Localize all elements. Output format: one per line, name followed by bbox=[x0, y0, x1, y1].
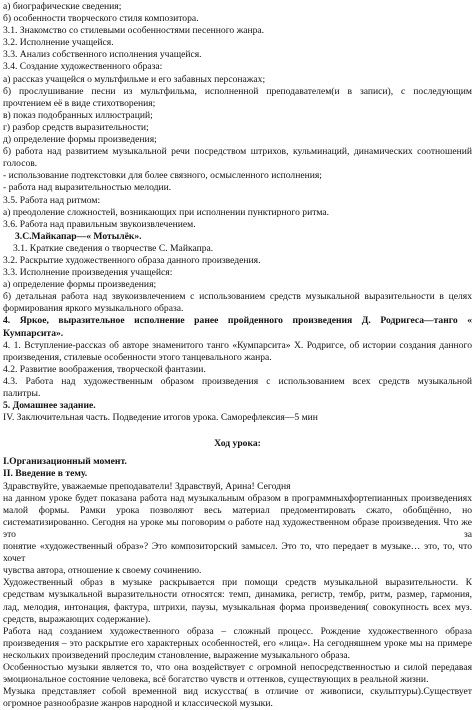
text-line: Музыка представляет собой временной вид искусства( в отличие от живописи, скульптуры).Существует bbox=[3, 686, 472, 698]
text-line: 3.5. Работа над ритмом: bbox=[3, 194, 101, 206]
section-heading: 5. Домашнее задание. bbox=[3, 400, 96, 412]
text-line: голосов. bbox=[3, 158, 38, 170]
text-line: 3.1. Краткие сведения о творчестве С. Майкапра. bbox=[13, 242, 214, 254]
text-line: 4. 1. Вступление-рассказ об авторе знаменитого танго «Кумпарсита» Х. Родригсе, об истории создания данного bbox=[3, 339, 472, 351]
text-line: д) определение формы произведения; bbox=[3, 134, 157, 146]
text-line: а) биографические сведения; bbox=[3, 1, 122, 12]
text-line: формирования яркого музыкального образа. bbox=[3, 303, 184, 315]
text-line: 3.3. Исполнение произведения учащейся: bbox=[3, 267, 173, 279]
text-line: б) особенности творческого стиля композитора. bbox=[3, 13, 199, 25]
text-line: - использование подтекстовки для более связного, осмысленного исполнения; bbox=[3, 170, 322, 182]
text-line: малой формы. Рамки урока позволяют весь материал предоментировать сжато, обобщённо, но bbox=[3, 504, 472, 516]
text-line: 3.2. Раскрытие художественного образа данного произведения. bbox=[3, 254, 261, 266]
text-line: огромное разнообразие жанров народной и классической музыки. bbox=[3, 698, 273, 710]
text-line: средствам музыкальной выразительности относятся: темп, динамика, регистр, тембр, ритм, размер, гармония, bbox=[3, 589, 472, 601]
text-line: средств, выражающих содержание). bbox=[3, 613, 151, 625]
text-line: б) детальная работа над звукоизвлечением с использованием средств музыкальной выразительности в целях bbox=[3, 291, 472, 303]
section-heading: 3.С.Майкапар—« Мотылёк». bbox=[15, 230, 142, 242]
text-line: 3.6. Работа над правильным звукоизвлечением. bbox=[3, 218, 196, 230]
text-line: эмоциональное состояние человека, всё богатство чувств и оттенков, существующих в реальной жизни. bbox=[3, 674, 429, 686]
text-line: чувства автора, отношение к своему сочинению. bbox=[3, 565, 202, 577]
text-line: 4.3. Работа над художественным образом произведения с использованием всех средств музыкальной bbox=[3, 375, 472, 387]
section-heading: II. Введение в тему. bbox=[3, 468, 88, 480]
text-line: 3.4. Создание художественного образа: bbox=[3, 61, 163, 73]
text-line: а) определение формы произведения; bbox=[3, 279, 157, 291]
text-line: 4.2. Развитие воображения, творческой фантазии. bbox=[3, 363, 206, 375]
text-line: г) разбор средств выразительности; bbox=[3, 121, 149, 133]
text-line: нескольких произведений проследим становление, выражение музыкального образа. bbox=[3, 649, 351, 661]
section-heading: Кумпарсита». bbox=[3, 327, 64, 339]
text-line: б) прослушивание песни из мультфильма, исполненной преподавателем(и в записи), с последующим bbox=[3, 85, 472, 97]
text-line: лад, мелодия, интонация, фактура, штрихи, паузы, музыкальная форма произведения( совокупность всех муз. bbox=[3, 601, 472, 613]
text-line: 3.1. Знакомство со стилевыми особенностями песенного жанра. bbox=[3, 25, 265, 37]
text-line: в) показ подобранных иллюстраций; bbox=[3, 109, 153, 121]
text-line: на данном уроке будет показана работа над музыкальным образом в программныхфортепианных произведениях bbox=[3, 492, 472, 504]
text-line: Особенностью музыки является то, что она воздействует с огромной непосредственностью и силой передавая bbox=[3, 661, 472, 673]
text-line: а) преодоление сложностей, возникающих при исполнении пунктирного ритма. bbox=[3, 206, 330, 218]
spacer bbox=[3, 424, 472, 436]
text-line: произведения – это раскрытие его характерных особенностей, его «лица». На сегодняшнем уроке мы на примере bbox=[3, 637, 472, 649]
text-line: произведения, стилевые особенности этого танцевального жанра. bbox=[3, 351, 272, 363]
text-line: прочтением её в виде стихотворения; bbox=[3, 97, 156, 109]
text-line: а) рассказ учащейся о мультфильме и его забавных персонажах; bbox=[3, 73, 266, 85]
text-line: Здравствуйте, уважаемые преподаватели! Здравствуй, Арина! Сегодня bbox=[3, 480, 291, 492]
text-line: палитры. bbox=[3, 388, 41, 399]
text-line: Работа над созданием художественного образа – сложный процесс. Рождение художественного образа bbox=[3, 625, 472, 637]
text-line: 3.3. Анализ собственного исполнения учащейся. bbox=[3, 49, 202, 61]
text-line: - работа над выразительностью мелодии. bbox=[3, 182, 172, 194]
text-line: Художественный образ в музыке раскрывается при помощи средств музыкальной выразительности. К bbox=[3, 577, 472, 589]
text-line: понятие «художественный образ»? Это композиторский замысел. Это то, что передает в музыке… это, то, что хочет bbox=[3, 541, 472, 565]
text-line: 3.2. Исполнение учащейся. bbox=[3, 37, 114, 49]
section-heading: 4. Яркое, выразительное исполнение ранее пройденного произведения Д. Родригеса—танго « bbox=[3, 315, 472, 327]
lesson-heading: Ход урока: bbox=[214, 438, 261, 450]
text-line: систематизированно. Сегодня на уроке мы поговорим о работе над художественном образе произведения. Что же это за bbox=[3, 516, 472, 540]
text-line: б) работа над развитием музыкальной речи посредством штрихов, кульминаций, динамических соотношений bbox=[3, 146, 472, 158]
text-line: IV. Заключительная часть. Подведение итогов урока. Саморефлексия—5 мин bbox=[3, 412, 318, 424]
section-heading: I.Организационный момент. bbox=[3, 456, 127, 468]
